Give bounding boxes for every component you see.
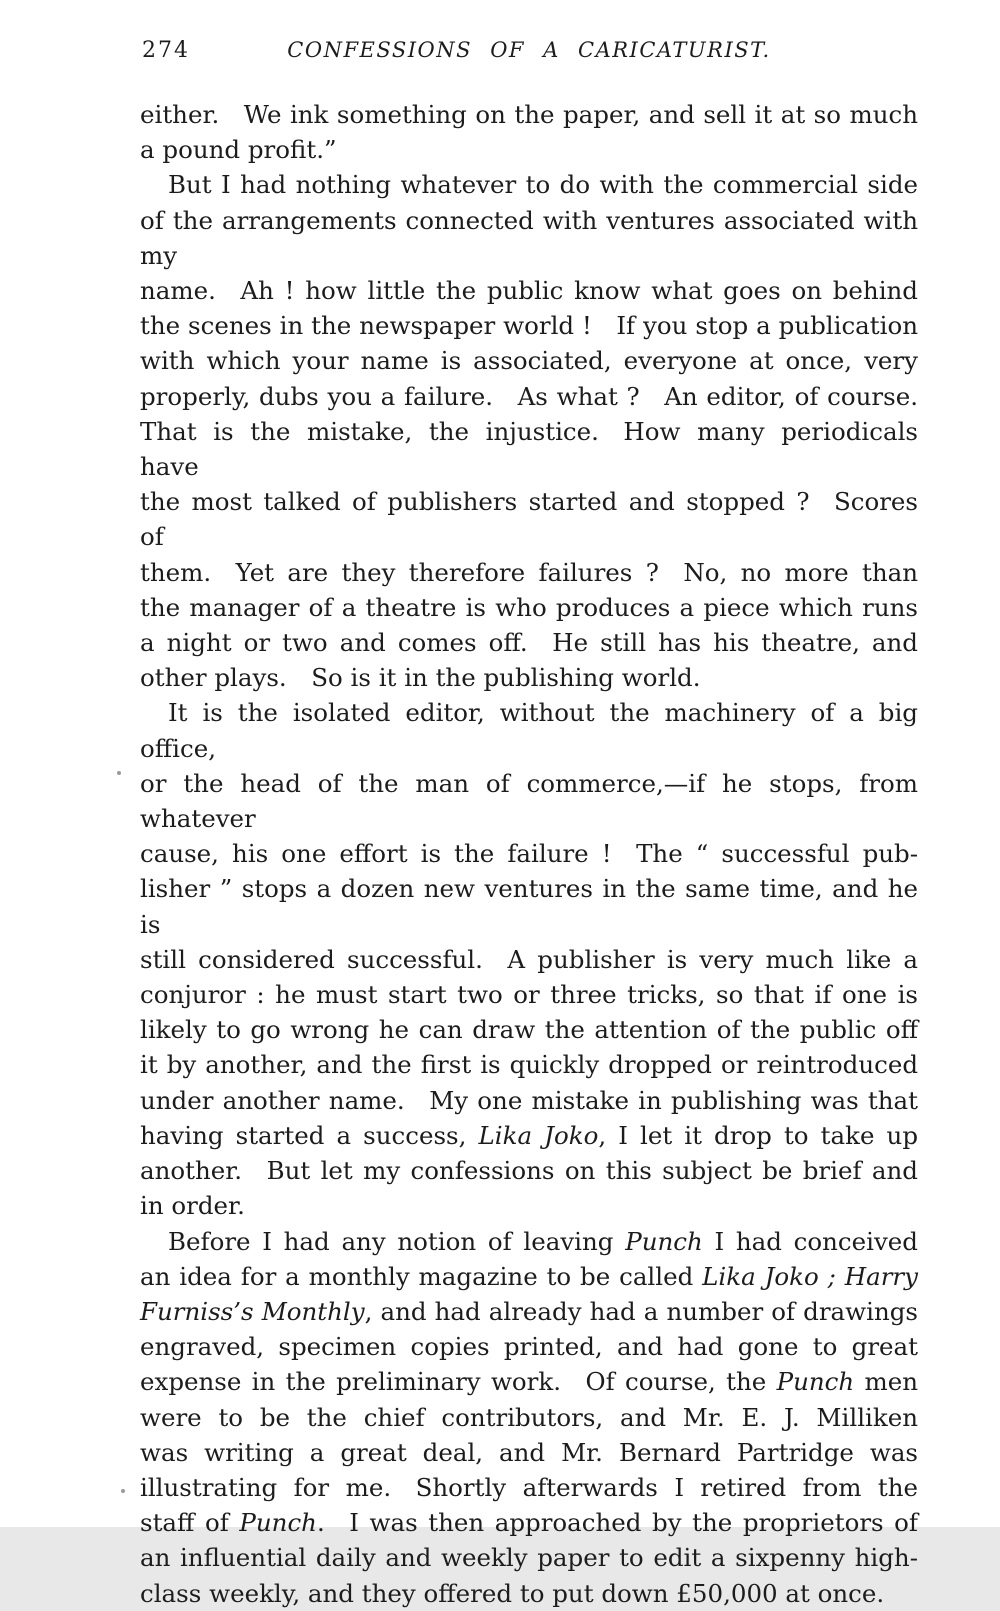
italic-text: Punch — [776, 1367, 855, 1397]
text-line — [140, 1470, 918, 1505]
running-title: CONFESSIONS OF A CARICATURIST. — [287, 38, 771, 62]
text-line — [140, 1083, 918, 1118]
body-text: staff of — [140, 1508, 240, 1538]
italic-text: Lika Joko ; Harry — [702, 1261, 918, 1291]
body-text: other plays. So is it in the publishing world. — [140, 663, 701, 693]
body-text: likely to go wrong he can draw the attention of the public off — [140, 1015, 918, 1045]
paragraph — [140, 1224, 918, 1611]
body-text: in order. — [140, 1191, 245, 1221]
text-line — [140, 167, 918, 202]
body-text: either. We ink something on the paper, and sell it at so much — [140, 100, 918, 129]
paragraph — [140, 167, 918, 695]
text-line — [140, 343, 918, 378]
body-text: were to be the chief contributors, and Mr. E. J. Milliken — [140, 1402, 918, 1432]
body-text: lisher ” stops a dozen new ventures in the same time, and he is — [140, 874, 918, 939]
body-text: was writing a great deal, and Mr. Bernard Partridge was — [140, 1437, 918, 1467]
body-text: expense in the preliminary work. Of course, the — [140, 1367, 777, 1397]
text-line — [140, 1400, 918, 1435]
text-line — [140, 555, 918, 590]
text-line — [140, 484, 918, 554]
text-line — [140, 1012, 918, 1047]
page-header — [140, 36, 918, 70]
text-line — [140, 942, 918, 977]
text-line — [140, 1224, 918, 1259]
text-line — [140, 1435, 918, 1470]
text-line — [140, 1576, 918, 1611]
body-text: of the arrangements connected with ventures associated with my — [140, 205, 918, 270]
text-line — [140, 1364, 918, 1399]
italic-text: Furniss’s Monthly — [140, 1296, 365, 1326]
paragraph — [140, 97, 918, 167]
body-text: with which your name is associated, everyone at once, very — [140, 346, 918, 376]
body-text: having started a success, — [140, 1120, 479, 1150]
text-line — [140, 379, 918, 414]
paragraph — [140, 695, 918, 1223]
text-line — [140, 1540, 918, 1575]
text-line — [140, 660, 918, 695]
text-line — [140, 871, 918, 941]
text-line — [140, 625, 918, 660]
text-line — [140, 1118, 918, 1153]
text-body — [140, 97, 918, 1611]
body-text: That is the mistake, the injustice. How many periodicals have — [140, 416, 918, 482]
body-text: , and had already had a number of drawings — [364, 1296, 918, 1326]
page-number: 274 — [142, 38, 190, 63]
body-text: an influential daily and weekly paper to edit a sixpenny high- — [140, 1543, 918, 1573]
text-line — [140, 977, 918, 1012]
italic-text: Lika Joko — [478, 1120, 599, 1150]
body-text: conjuror : he must start two or three tricks, so that if one is — [140, 980, 918, 1010]
text-line — [140, 1505, 918, 1540]
text-line — [140, 1294, 918, 1329]
body-text: . I was then approached by the proprietors of — [316, 1508, 919, 1538]
body-text: a night or two and comes off. He still has his theatre, and — [140, 628, 918, 658]
text-line — [140, 1153, 918, 1188]
text-line — [140, 590, 918, 625]
body-text: properly, dubs you a failure. As what ? An editor, of course. — [140, 381, 918, 411]
body-text: an idea for a monthly magazine to be called — [140, 1261, 703, 1291]
body-text: engraved, specimen copies printed, and had gone to great — [140, 1332, 918, 1362]
text-line — [140, 132, 918, 167]
text-line — [140, 308, 918, 343]
body-text: still considered successful. A publisher is very much like a — [140, 944, 918, 974]
text-line — [140, 766, 918, 836]
ink-speck — [121, 1489, 125, 1493]
body-text: But I had nothing whatever to do with the commercial side — [168, 170, 918, 200]
body-text: the most talked of publishers started and stopped ? Scores of — [140, 487, 918, 552]
text-line — [140, 836, 918, 871]
body-text: them. Yet are they therefore failures ? No, no more than — [140, 557, 918, 587]
text-line — [140, 203, 918, 273]
text-line — [140, 1329, 918, 1364]
text-line — [140, 695, 918, 765]
body-text: , I let it drop to take up — [598, 1120, 918, 1150]
body-text: class weekly, and they offered to put down £50,000 at once. — [140, 1578, 885, 1608]
text-line — [140, 273, 918, 308]
italic-text: Punch — [239, 1508, 317, 1538]
body-text: another. But let my confessions on this subject be brief and — [140, 1156, 918, 1186]
text-line — [140, 1047, 918, 1082]
text-line — [140, 1188, 918, 1223]
text-line — [140, 97, 918, 132]
text-line — [140, 414, 918, 484]
body-text: the scenes in the newspaper world ! If you stop a publication — [140, 311, 918, 341]
body-text: men — [854, 1367, 918, 1397]
body-text: the manager of a theatre is who produces a piece which runs — [140, 592, 918, 622]
body-text: Before I had any notion of leaving — [168, 1226, 626, 1256]
body-text: illustrating for me. Shortly afterwards I retired from the — [140, 1472, 918, 1502]
body-text: cause, his one effort is the failure ! The “ successful pub- — [140, 839, 918, 869]
body-text: It is the isolated editor, without the machinery of a big office, — [140, 698, 918, 763]
ink-speck — [117, 771, 121, 775]
body-text: or the head of the man of commerce,—if he stops, from whatever — [140, 768, 918, 834]
text-line — [140, 1259, 918, 1294]
body-text: a pound profit.” — [140, 135, 337, 165]
body-text: it by another, and the first is quickly dropped or reintroduced — [140, 1050, 918, 1080]
italic-text: Punch — [625, 1226, 703, 1256]
body-text: name. Ah ! how little the public know what goes on behind — [140, 276, 918, 306]
body-text: under another name. My one mistake in publishing was that — [140, 1085, 918, 1115]
body-text: I had conceived — [702, 1226, 918, 1256]
